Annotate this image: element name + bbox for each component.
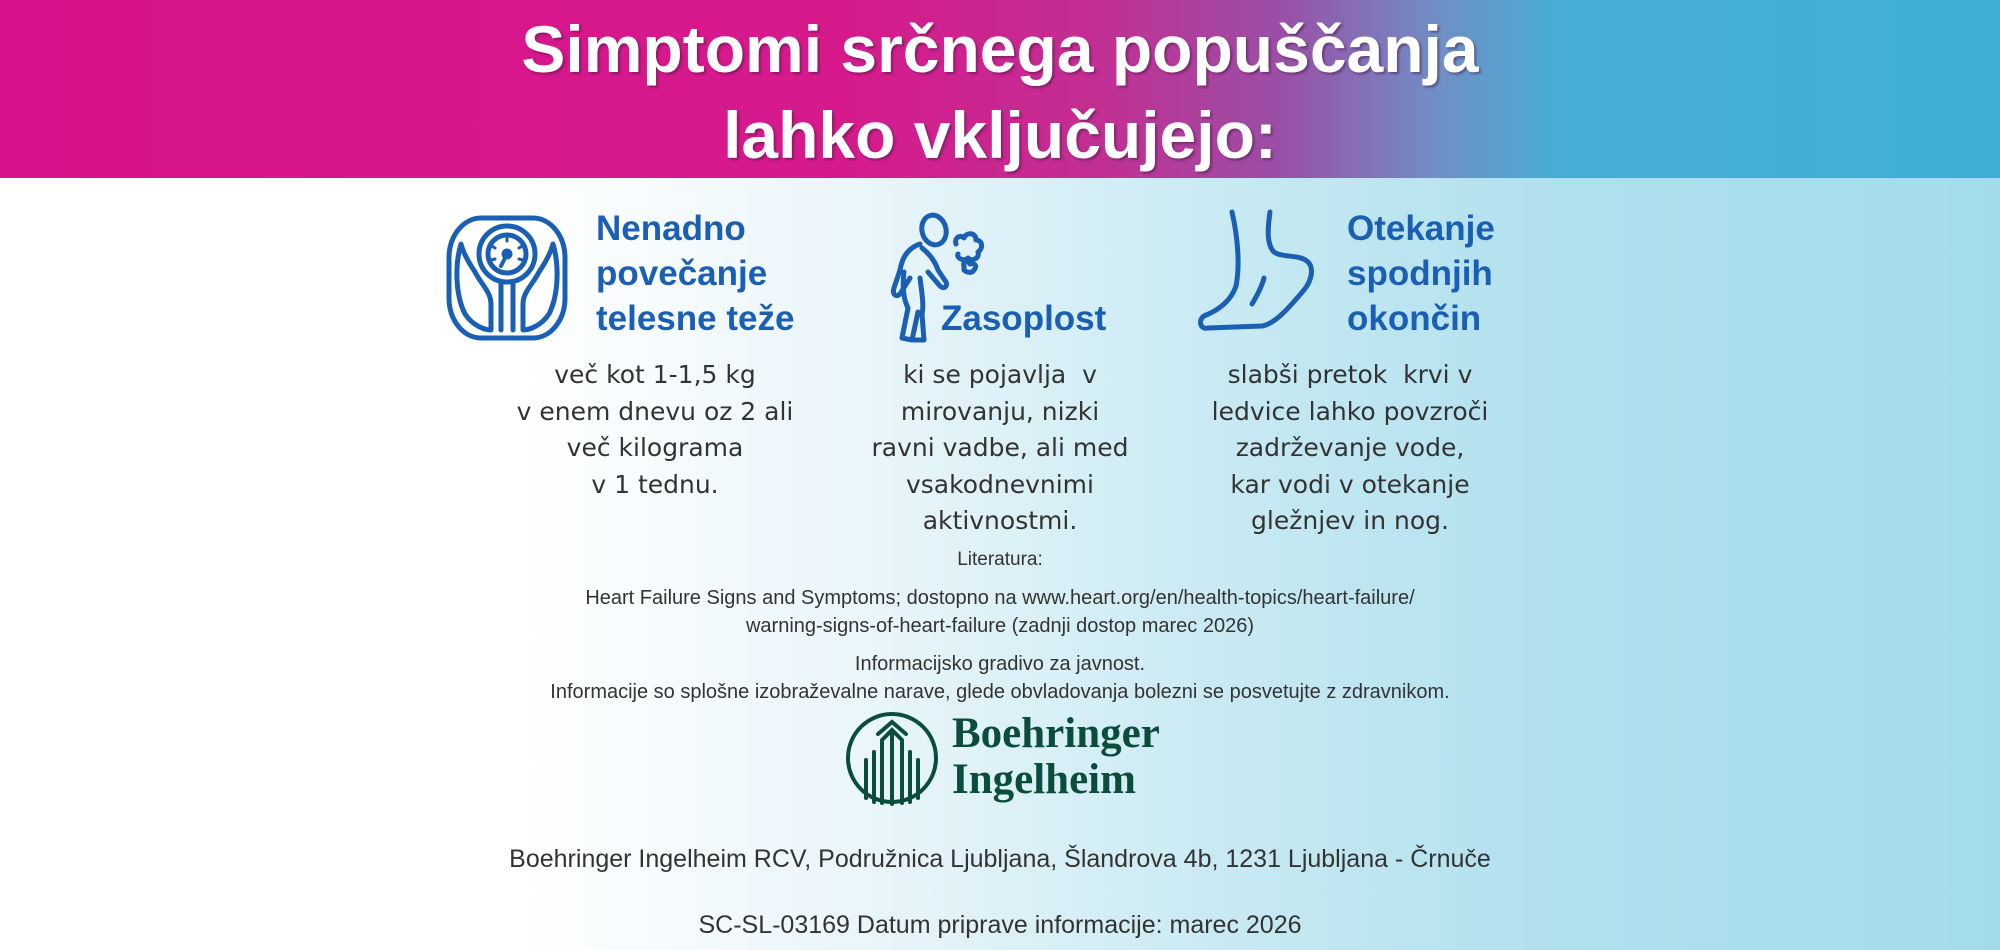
description-line: mirovanju, nizki <box>900 396 1100 426</box>
symptom-heading-line: spodnjih <box>1347 254 1493 293</box>
symptom-description-breathlessness <box>850 357 1150 540</box>
scale-icon <box>445 214 569 342</box>
notice-line: Informacijsko gradivo za javnost. <box>854 653 1146 675</box>
description-line: gležnjev in nog. <box>1251 506 1449 535</box>
description-line: v 1 tednu. <box>591 469 719 499</box>
references-label: Literatura: <box>957 549 1043 570</box>
symptom-heading-swelling <box>1347 206 1495 341</box>
symptom-description-swelling <box>1180 357 1520 540</box>
notice-line: Informacije so splošne izobraževalne narave, glede obvladovanja bolezni se posvetujte z zdravnikom. <box>550 681 1450 703</box>
logo-text-line-2: Ingelheim <box>952 756 1136 803</box>
logo-text-line-1: Boehringer <box>952 710 1160 757</box>
description-line: ravni vadbe, ali med <box>871 433 1129 462</box>
symptom-heading-line: Nenadno <box>596 209 746 248</box>
description-line: več kilograma <box>566 433 744 462</box>
symptom-heading-line: telesne teže <box>596 299 795 338</box>
document-code: SC-SL-03169 Datum priprave informacije: marec 2026 <box>698 911 1302 939</box>
symptom-heading-line: povečanje <box>596 254 768 293</box>
foot-icon <box>1196 208 1314 334</box>
description-line: ki se pojavlja v <box>903 360 1097 389</box>
boehringer-ingelheim-logo-icon <box>844 710 940 806</box>
reference-line: warning-signs-of-heart-failure (zadnji dostop marec 2026) <box>745 615 1255 637</box>
description-line: kar vodi v otekanje <box>1230 469 1470 499</box>
symptom-heading-weight <box>596 206 794 341</box>
page-title-line-1: Simptomi srčnega popuščanja <box>521 12 1479 86</box>
description-line: aktivnostmi. <box>922 506 1078 535</box>
reference-line: Heart Failure Signs and Symptoms; dostopno na www.heart.org/en/health-topics/heart-failure/ <box>585 587 1415 609</box>
description-line: ledvice lahko povzroči <box>1211 396 1489 426</box>
symptom-description-weight <box>490 357 820 503</box>
description-line: zadrževanje vode, <box>1235 433 1465 462</box>
company-address: Boehringer Ingelheim RCV, Podružnica Ljubljana, Šlandrova 4b, 1231 Ljubljana - Črnuče <box>509 845 1491 873</box>
symptom-heading-line: Otekanje <box>1347 209 1495 248</box>
symptom-heading-line: okončin <box>1347 299 1482 338</box>
symptom-heading-breathlessness <box>941 296 1106 341</box>
description-line: slabši pretok krvi v <box>1227 360 1473 389</box>
description-line: več kot 1-1,5 kg <box>554 360 756 389</box>
description-line: vsakodnevnimi <box>905 469 1094 499</box>
description-line: v enem dnevu oz 2 ali <box>516 396 794 426</box>
page-title-line-2: lahko vključujejo: <box>723 98 1277 172</box>
symptom-heading-line: Zasoplost <box>941 299 1107 338</box>
